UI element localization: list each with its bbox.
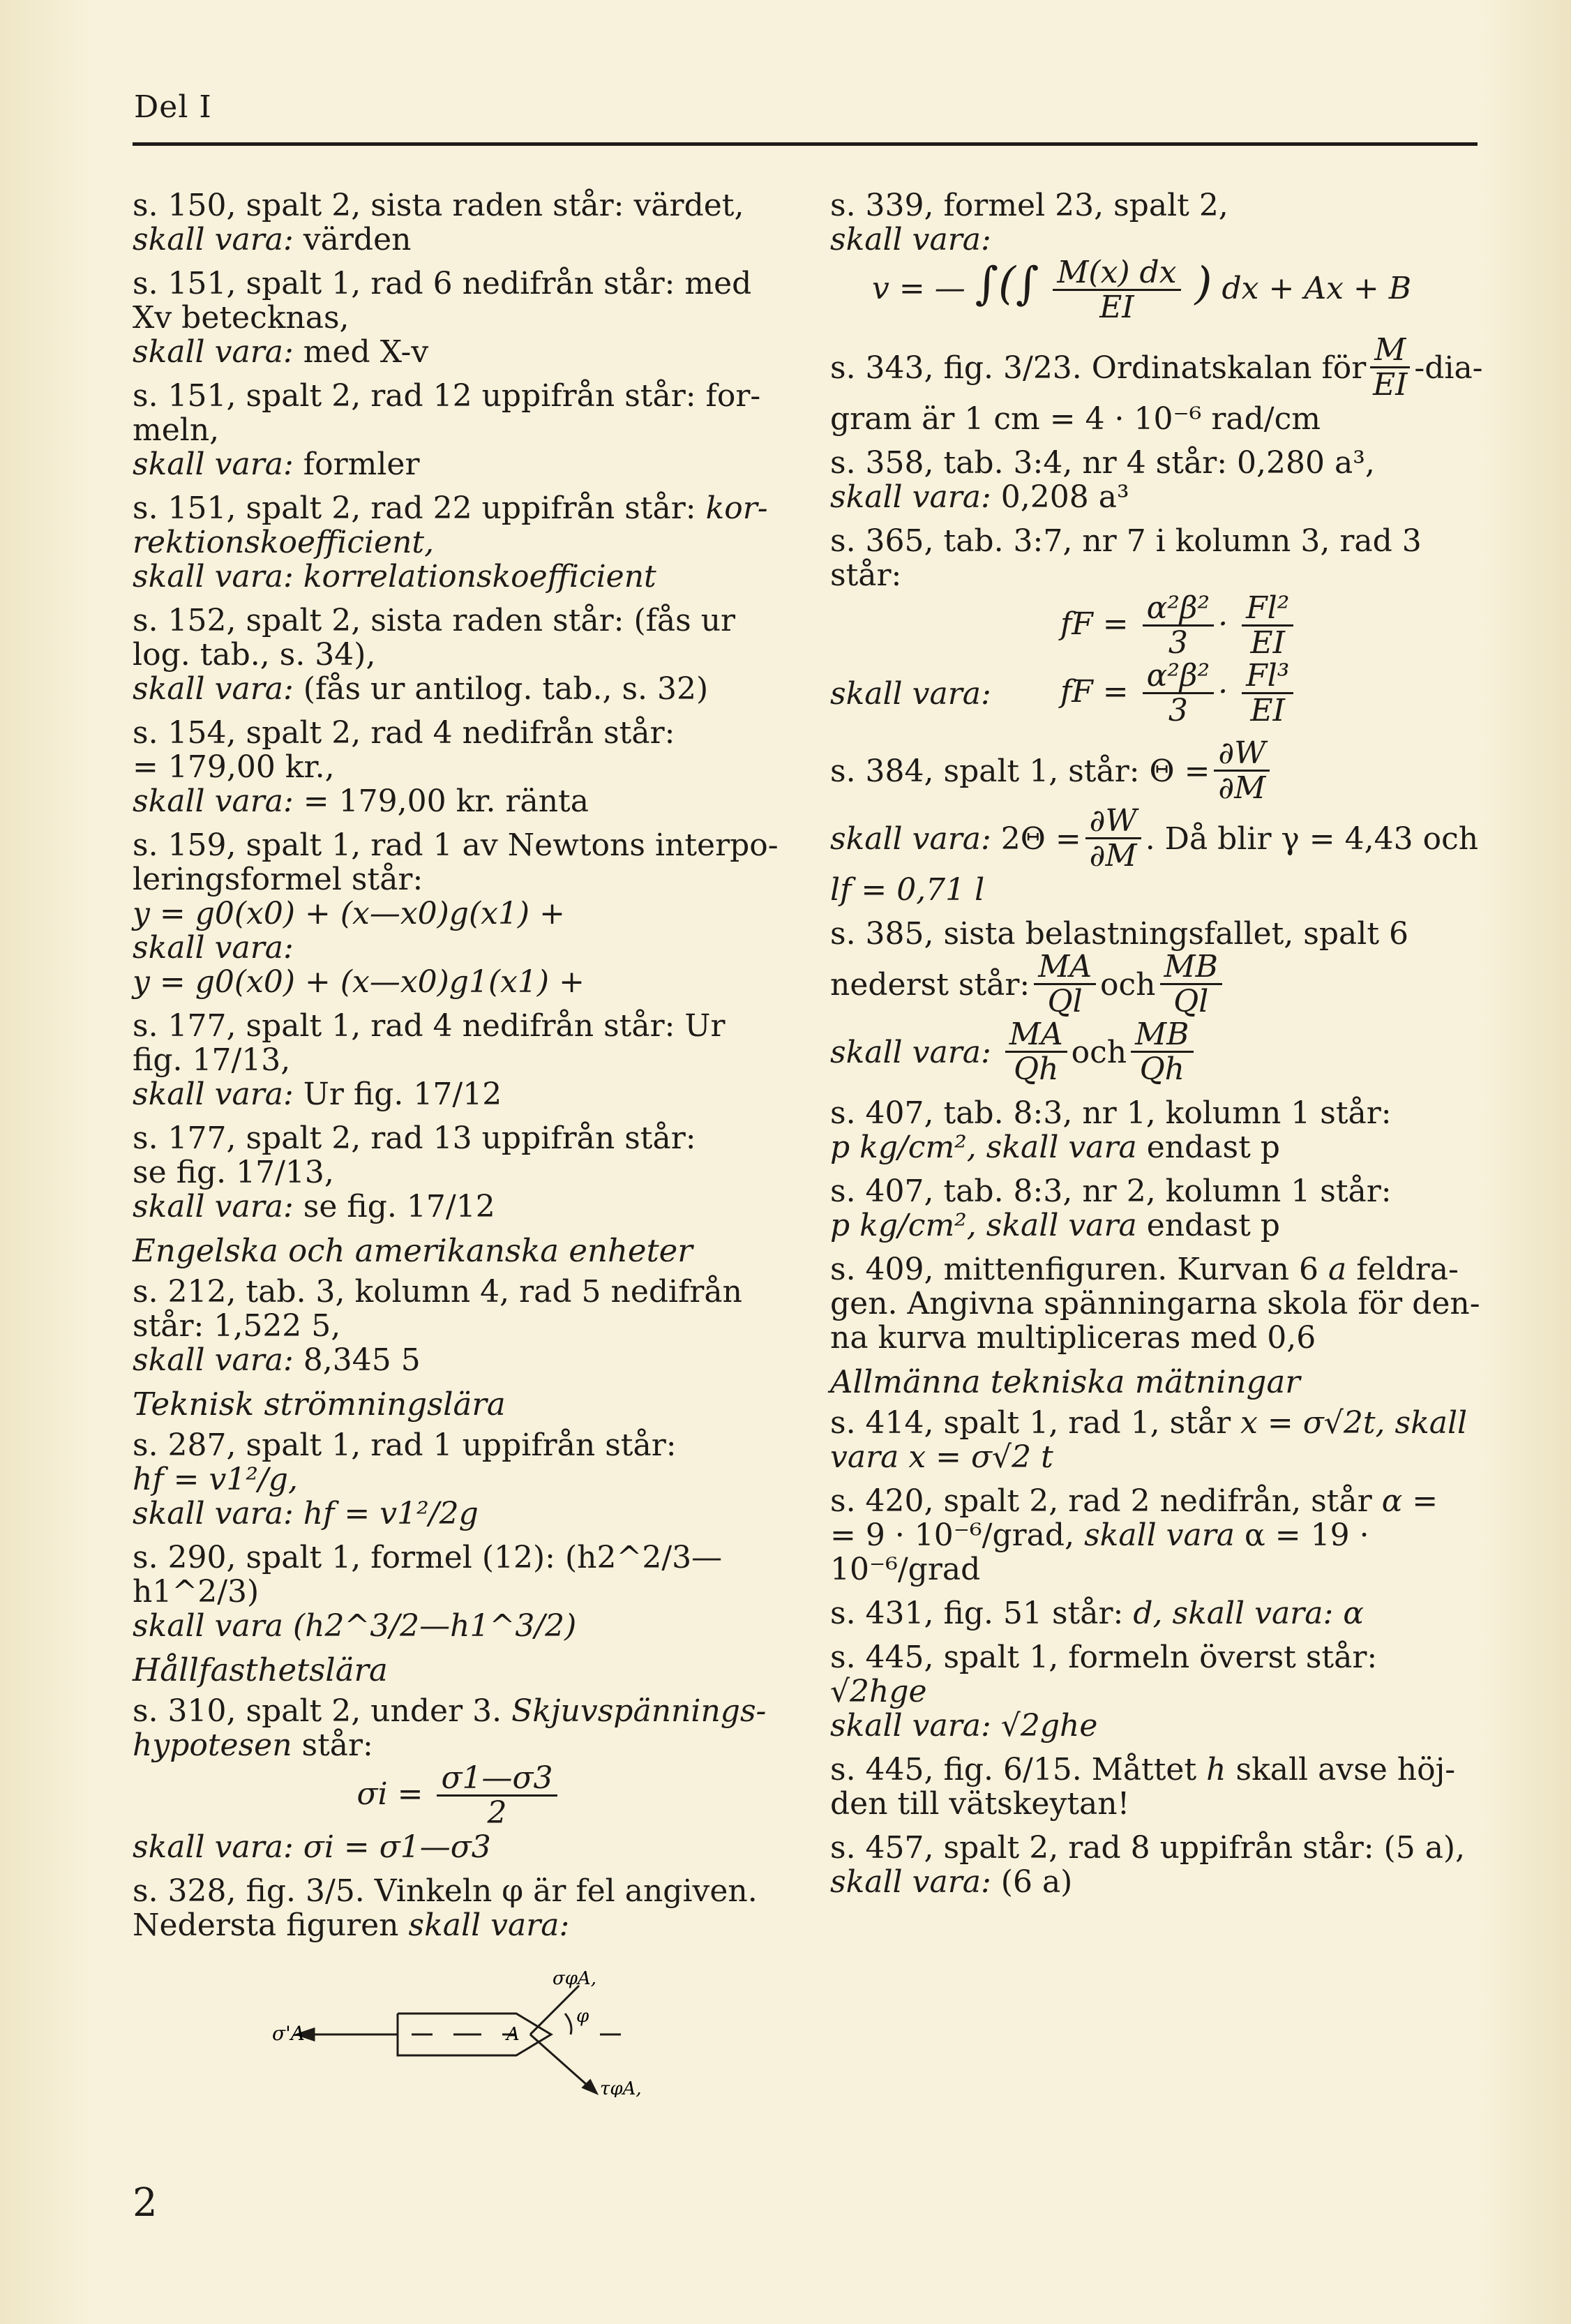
correction-text: korrelationskoefficient	[303, 559, 656, 594]
stress-figure	[272, 1958, 663, 2097]
fraction	[1143, 660, 1214, 728]
entry-text: skall avse höj-	[1235, 1752, 1456, 1787]
correction-text: √2ghe	[1000, 1708, 1098, 1744]
correction-text: formler	[303, 447, 420, 482]
erratum-entry	[133, 1275, 786, 1377]
fraction-denominator: 3	[1168, 693, 1188, 728]
fraction-denominator: Ql	[1047, 984, 1083, 1019]
erratum-entry	[133, 1428, 786, 1531]
formula-lhs: σi =	[356, 1776, 423, 1812]
entry-text: s. 407, tab. 8:3, nr 2, kolumn 1 står:	[830, 1174, 1392, 1209]
skall-vara-label: skall vara:	[408, 1907, 570, 1943]
skall-vara-label: skall vara:	[830, 1864, 991, 1900]
entry-text: fig. 17/13,	[133, 1042, 291, 1078]
skall-vara-label: skall vara:	[830, 676, 991, 712]
figure-label: φ	[576, 2006, 589, 2027]
entry-text: s. 385, sista belastningsfallet, spalt 6	[830, 916, 1408, 952]
fraction-denominator: EI	[1250, 693, 1285, 728]
fraction-denominator: Ql	[1173, 984, 1209, 1019]
entry-line	[830, 805, 1483, 873]
formula: √2hge	[830, 1674, 927, 1709]
skall-vara-label: skall vara:	[133, 1829, 294, 1865]
skall-vara-label: skall vara:	[133, 1189, 294, 1224]
entry-text: na kurva multipliceras med 0,6	[830, 1320, 1316, 1356]
entry-word: rektionskoefficient,	[133, 525, 435, 560]
page-number: 2	[133, 2180, 158, 2226]
skall-vara-label: vara	[830, 1439, 899, 1475]
section-heading: Teknisk strömningslära	[133, 1386, 506, 1423]
correction-text: (h2^3/2—h1^3/2)	[292, 1608, 577, 1644]
entry-text: . Då blir γ = 4,43 och	[1145, 821, 1479, 857]
fraction-numerator: MB	[1131, 1019, 1193, 1053]
formula: α =	[1381, 1483, 1438, 1519]
entry-text: s. 287, spalt 1, rad 1 uppifrån står:	[133, 1427, 677, 1463]
correction-text: hf = v1²/2g	[303, 1496, 479, 1531]
fraction-denominator: EI	[1250, 625, 1285, 661]
entry-text: s. 420, spalt 2, rad 2 nedifrån, står	[830, 1483, 1372, 1519]
entry-text: s. 150, spalt 2, sista raden står: värdet,	[133, 188, 744, 223]
erratum-entry	[830, 1753, 1483, 1821]
fraction	[1085, 805, 1141, 873]
entry-text: -dia-	[1414, 350, 1483, 386]
entry-line	[830, 737, 1483, 805]
fraction-numerator: MB	[1160, 951, 1222, 985]
skall-vara-label: skall vara	[133, 1608, 283, 1644]
figure-label: σφA,	[553, 1968, 596, 1989]
entry-text: gen. Angivna spänningarna skola för den-	[830, 1286, 1480, 1321]
erratum-entry	[133, 1540, 786, 1643]
erratum-entry	[830, 188, 1483, 324]
entry-word: Skjuvspännings-	[511, 1693, 767, 1729]
fraction-numerator: M	[1370, 334, 1410, 368]
paren-close: )	[1194, 258, 1212, 310]
fraction	[1131, 1019, 1193, 1086]
section-heading: Engelska och amerikanska enheter	[133, 1232, 693, 1269]
fraction-numerator: α²β²	[1143, 660, 1214, 694]
entry-text: den till vätskeytan!	[830, 1786, 1130, 1822]
skall-vara-label: skall vara	[986, 1130, 1137, 1165]
entry-text: s. 407, tab. 8:3, nr 1, kolumn 1 står:	[830, 1095, 1392, 1131]
figure-label: A	[506, 2024, 520, 2045]
formula-lhs: fF =	[1060, 606, 1129, 642]
correction-text: 8,345 5	[303, 1342, 421, 1378]
entry-text: s. 177, spalt 2, rad 13 uppifrån står:	[133, 1120, 696, 1156]
erratum-entry	[133, 379, 786, 481]
running-head: Del I	[134, 89, 212, 125]
entry-word: hypotesen	[133, 1727, 292, 1763]
fraction-denominator: ∂M	[1218, 770, 1266, 806]
figure-label: σ'A	[272, 2022, 306, 2045]
skall-vara-label: skall vara:	[133, 1496, 294, 1531]
section-heading: Allmänna tekniska mätningar	[830, 1363, 1300, 1400]
skall-vara-label: skall vara:	[830, 479, 991, 515]
formula: hf = v1²/g,	[133, 1462, 298, 1497]
skall-vara-label: skall vara:	[830, 222, 991, 257]
skall-vara-label: skall	[1395, 1405, 1468, 1441]
entry-text: s. 212, tab. 3, kolumn 4, rad 5 nedifrån	[133, 1274, 743, 1310]
entry-text: s. 151, spalt 2, rad 22 uppifrån står:	[133, 490, 696, 526]
erratum-entry	[830, 1252, 1483, 1355]
fraction-numerator: MA	[1005, 1019, 1067, 1053]
erratum-entry	[830, 1640, 1483, 1743]
erratum-entry	[830, 1831, 1483, 1899]
integral-sign: ∫(∫	[975, 258, 1039, 310]
fraction-numerator: MA	[1034, 951, 1096, 985]
right-column	[830, 188, 1483, 1909]
entry-text: s. 151, spalt 2, rad 12 uppifrån står: for-	[133, 378, 761, 414]
fraction-denominator: Qh	[1014, 1051, 1059, 1087]
formula: fF = $\frac{\text{α²β²}}{3}$ · $\frac{\text{Fl²}}{EI}$	[830, 592, 1483, 660]
erratum-entry	[133, 604, 786, 706]
entry-text: s. 154, spalt 2, rad 4 nedifrån står:	[133, 715, 675, 751]
entry-text: s. 365, tab. 3:7, nr 7 i kolumn 3, rad 3	[830, 523, 1422, 559]
entry-line	[830, 660, 1483, 728]
formula-lhs: v = —	[872, 271, 965, 306]
skall-vara-label: skall vara:	[830, 1708, 991, 1744]
formula: y = g0(x0) + (x—x0)g(x1) +	[133, 896, 565, 931]
entry-text: meln,	[133, 412, 220, 448]
entry-text: s. 290, spalt 1, formel (12): (h2^2/3—h1^2/3)	[133, 1540, 723, 1610]
entry-text: och	[1100, 967, 1156, 1003]
fraction	[1053, 257, 1180, 324]
skall-vara-label: skall vara:	[133, 671, 294, 707]
fraction-numerator: ∂W	[1085, 805, 1141, 839]
erratum-entry	[133, 716, 786, 818]
erratum-entry	[830, 1596, 1483, 1630]
entry-line	[830, 1019, 1483, 1086]
correction-text: Ur fig. 17/12	[303, 1077, 502, 1112]
fraction-numerator: α²β²	[1143, 592, 1214, 627]
correction-text: 0,208 a³	[1000, 479, 1129, 515]
formula	[133, 1762, 786, 1830]
skall-vara-label: skall vara:	[133, 930, 294, 966]
entry-text: se fig. 17/13,	[133, 1155, 334, 1190]
entry-text: s. 328, fig. 3/5. Vinkeln φ är fel angiven.	[133, 1873, 758, 1909]
entry-text: log. tab., s. 34),	[133, 637, 376, 673]
entry-text: s. 159, spalt 1, rad 1 av Newtons interpo-	[133, 827, 779, 863]
entry-text: p kg/cm²,	[830, 1208, 977, 1243]
entry-text: s. 152, spalt 2, sista raden står: (fås ur	[133, 603, 736, 638]
fraction-numerator: M(x) dx	[1053, 257, 1180, 291]
entry-text: står: 1,522 5,	[133, 1308, 341, 1344]
entry-text: = 9 · 10⁻⁶/grad,	[830, 1517, 1075, 1553]
fraction	[1160, 951, 1222, 1019]
correction-text: värden	[303, 222, 412, 257]
correction-text: med X-v	[303, 334, 429, 370]
entry-text: = 179,00 kr.,	[133, 749, 335, 785]
formula: x = σ√2t,	[1240, 1405, 1385, 1441]
fraction-numerator: ∂W	[1214, 737, 1270, 772]
skall-vara-label: skall vara	[1084, 1517, 1235, 1553]
entry-text: s. 343, fig. 3/23. Ordinatskalan för	[830, 350, 1367, 386]
entry-text: står:	[301, 1727, 373, 1763]
fraction-numerator: σ1—σ3	[437, 1762, 557, 1797]
entry-text: s. 177, spalt 1, rad 4 nedifrån står: Ur	[133, 1008, 726, 1044]
erratum-entry	[133, 188, 786, 257]
erratum-entry	[133, 1694, 786, 1864]
fraction	[1242, 660, 1293, 728]
formula: d,	[1133, 1596, 1163, 1631]
fraction	[1005, 1019, 1067, 1086]
formula	[830, 257, 1483, 324]
fraction	[1370, 334, 1410, 402]
fraction-denominator: Qh	[1139, 1051, 1185, 1087]
erratum-entry	[830, 334, 1483, 436]
correction-text: endast p	[1146, 1208, 1280, 1243]
erratum-entry	[133, 1121, 786, 1224]
entry-text: s. 310, spalt 2, under 3.	[133, 1693, 502, 1729]
erratum-entry	[133, 1874, 786, 2097]
skall-vara-label: skall vara:	[830, 1035, 991, 1070]
skall-vara-label: skall vara	[986, 1208, 1137, 1243]
header-rule	[133, 142, 1478, 146]
section-heading: Hållfasthetslära	[133, 1651, 388, 1688]
erratum-entry	[830, 1484, 1483, 1587]
skall-vara-label: skall vara:	[1172, 1596, 1334, 1631]
entry-text: och	[1071, 1035, 1127, 1070]
entry-word: h	[1206, 1752, 1226, 1787]
entry-text: s. 414, spalt 1, rad 1, står	[830, 1405, 1231, 1441]
skall-vara-label: skall vara:	[133, 1342, 294, 1378]
formula-lhs: 2Θ =	[1000, 821, 1081, 857]
fraction	[1242, 592, 1293, 660]
correction-text: endast p	[1146, 1130, 1280, 1165]
entry-text: leringsformel står:	[133, 862, 423, 897]
erratum-entry	[830, 1406, 1483, 1474]
skall-vara-label: skall vara:	[133, 447, 294, 482]
entry-line	[830, 334, 1483, 402]
formula: lf = 0,71 l	[830, 872, 985, 908]
skall-vara-label: skall vara:	[133, 784, 294, 819]
entry-text: står:	[830, 557, 902, 593]
entry-text: s. 384, spalt 1, står: Θ =	[830, 754, 1210, 789]
erratum-entry	[133, 1009, 786, 1111]
correction-text: (6 a)	[1000, 1864, 1073, 1900]
fraction-denominator: ∂M	[1089, 838, 1137, 874]
erratum-entry	[133, 491, 786, 594]
formula: y = g0(x0) + (x—x0)g1(x1) +	[133, 964, 585, 1000]
entry-text: s. 445, spalt 1, formeln överst står:	[830, 1640, 1378, 1675]
erratum-entry	[133, 267, 786, 369]
fraction-denominator: EI	[1099, 290, 1134, 325]
fraction-numerator: Fl³	[1242, 660, 1293, 694]
entry-word: a	[1328, 1252, 1347, 1287]
fraction	[1143, 592, 1214, 660]
fraction-denominator: 2	[487, 1795, 507, 1831]
entry-text: s. 431, fig. 51 står:	[830, 1596, 1124, 1631]
entry-text: p kg/cm²,	[830, 1130, 977, 1165]
skall-vara-label: skall vara:	[133, 334, 294, 370]
correction-text: = 179,00 kr. ränta	[303, 784, 589, 819]
entry-line	[830, 951, 1483, 1019]
left-column	[133, 188, 786, 2107]
fraction	[1034, 951, 1096, 1019]
fraction	[437, 1762, 557, 1830]
skall-vara-label: skall vara:	[133, 222, 294, 257]
fraction	[1214, 737, 1270, 805]
correction-text: se fig. 17/12	[303, 1189, 495, 1224]
erratum-entry	[830, 524, 1483, 728]
entry-text: s. 358, tab. 3:4, nr 4 står: 0,280 a³,	[830, 445, 1375, 481]
entry-text: nederst står:	[830, 967, 1030, 1003]
entry-text: gram är 1 cm = 4 · 10⁻⁶ rad/cm	[830, 401, 1321, 437]
figure-label: τφA,	[600, 2078, 642, 2097]
correction-text: α	[1343, 1596, 1364, 1631]
entry-text: s. 151, spalt 1, rad 6 nedifrån står: med	[133, 266, 752, 301]
formula: fF = $\frac{\text{α²β²}}{3}$ · $\frac{\text{Fl³}}{EI}$	[1060, 660, 1298, 728]
correction-text: (fås ur antilog. tab., s. 32)	[303, 671, 709, 707]
skall-vara-label: skall vara:	[133, 559, 294, 594]
correction-text: α = 19 · 10⁻⁶/grad	[830, 1517, 1369, 1587]
entry-word: kor-	[705, 490, 768, 526]
erratum-entry	[830, 1096, 1483, 1164]
entry-text: s. 339, formel 23, spalt 2,	[830, 188, 1228, 223]
correction-text: σi = σ1—σ3	[303, 1829, 491, 1865]
erratum-entry	[830, 446, 1483, 514]
entry-text: Nedersta figuren	[133, 1907, 399, 1943]
entry-text: s. 457, spalt 2, rad 8 uppifrån står: (5 a),	[830, 1830, 1466, 1866]
entry-text: s. 409, mittenfiguren. Kurvan 6	[830, 1252, 1318, 1287]
fraction-numerator: Fl²	[1242, 592, 1293, 627]
entry-text: feldra-	[1356, 1252, 1459, 1287]
fraction-denominator: EI	[1373, 367, 1408, 403]
erratum-entry	[830, 1174, 1483, 1243]
erratum-entry	[133, 828, 786, 999]
formula-rhs: dx + Ax + B	[1222, 271, 1412, 306]
formula-lhs: fF =	[1060, 674, 1129, 710]
skall-vara-label: skall vara:	[830, 821, 991, 857]
skall-vara-label: skall vara:	[133, 1077, 294, 1112]
correction-text: x = σ√2 t	[908, 1439, 1053, 1475]
fraction-denominator: 3	[1168, 625, 1188, 661]
entry-text: Xv betecknas,	[133, 300, 349, 336]
entry-text: s. 445, fig. 6/15. Måttet	[830, 1752, 1197, 1787]
erratum-entry	[830, 737, 1483, 907]
erratum-entry	[830, 917, 1483, 1086]
